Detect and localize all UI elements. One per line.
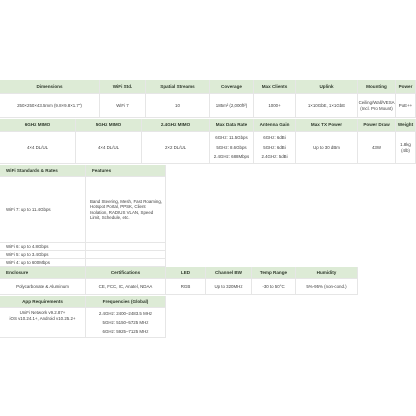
spec-header-row-5 [0, 296, 416, 308]
rate-6ghz: 6GHz: 11.5Gbps [215, 135, 248, 141]
header-power: Power [396, 80, 416, 94]
header-features: Features [86, 165, 166, 177]
freq-5ghz: 5GHz: 5150–5725 MHz [102, 319, 149, 325]
header-led: LED [166, 267, 206, 279]
header-humidity: Humidity [296, 267, 358, 279]
header-max-data-rate: Max Data Rate [210, 119, 254, 132]
value-max-data-rate [210, 132, 254, 164]
header-app-requirements: App Requirements [0, 296, 86, 308]
features-filler [86, 251, 166, 259]
gain-6ghz: 6GHz: 6dBi [263, 135, 286, 141]
header-wifi-std: WiFi Std. [100, 80, 146, 94]
freq-24ghz: 2.4GHz: 2400–2483.5 MHz [98, 310, 153, 316]
value-humidity: 5%-95% (non-cond.) [296, 279, 358, 295]
app-req-mobile: iOS v10.24.1+, Android v10.25.2+ [9, 315, 76, 321]
header-frequencies: Frequencies (Global) [86, 296, 166, 308]
spec-header-row-1 [0, 80, 416, 94]
gain-5ghz: 5GHz: 6dBi [263, 144, 286, 150]
header-temp-range: Temp Range [252, 267, 296, 279]
spec-header-row-3 [0, 165, 416, 177]
spec-value-row-2 [0, 132, 416, 164]
header-coverage: Coverage [210, 80, 254, 94]
header-enclosure: Enclosure [0, 267, 86, 279]
value-power-draw: 43W [358, 132, 396, 164]
header-uplink: Uplink [296, 80, 358, 94]
header-weight: Weight [396, 119, 416, 132]
value-temp-range: -30 to 50°C [252, 279, 296, 295]
features-filler [86, 259, 166, 267]
header-antenna-gain: Antenna Gain [254, 119, 296, 132]
header-6ghz-mimo: 6GHz MIMO [0, 119, 76, 132]
header-wifi-standards-rates: WiFi Standards & Rates [0, 165, 86, 177]
gain-24ghz: 2.4GHz: 5dBi [261, 154, 288, 160]
value-wifi6-rate: WiFi 6: up to 4.8Gbps [0, 243, 86, 251]
header-24ghz-mimo: 2.4GHz MIMO [142, 119, 210, 132]
rate-5ghz: 5GHz: 8.6Gbps [216, 144, 247, 150]
spec-value-row-5 [0, 308, 416, 338]
value-antenna-gain [254, 132, 296, 164]
value-frequencies [86, 308, 166, 338]
value-5ghz-mimo: 4×4 DL/UL [76, 132, 142, 164]
value-uplink: 1×10GbE, 1×1GbE [296, 94, 358, 118]
value-power: PoE++ [396, 94, 416, 118]
value-wifi7-rate: WiFi 7: up to 11.4Gbps [0, 177, 86, 243]
rate-24ghz: 2.4GHz: 688Mbps [213, 154, 250, 160]
header-mounting: Mounting [358, 80, 396, 94]
value-channel-bw: Up to 320MHz [206, 279, 252, 295]
value-wifi5-rate: WiFi 5: up to 3.4Gbps [0, 251, 86, 259]
header-channel-bw: Channel BW [206, 267, 252, 279]
spec-value-row-4 [0, 279, 416, 295]
spec-header-row-4 [0, 267, 416, 279]
header-dimensions: Dimensions [0, 80, 100, 94]
value-led: RGB [166, 279, 206, 295]
header-certifications: Certifications [86, 267, 166, 279]
value-max-clients: 1000+ [254, 94, 296, 118]
value-wifi4-rate: WiFi 4: up to 600Mbps [0, 259, 86, 267]
freq-6ghz: 6GHz: 5925–7125 MHz [102, 328, 149, 334]
rate-row-wifi4 [0, 259, 416, 267]
value-features: Band Steering, Mesh, Fast Roaming, Hotspot Portal, PPSK, Client Isolation, RADIUS VLAN, Speed Limit, Schedule, etc. [86, 177, 166, 243]
value-dimensions: 250×250×43.5mm (9.8×9.8×1.7") [0, 94, 100, 118]
features-filler [86, 243, 166, 251]
header-spatial-streams: Spatial Streams [146, 80, 210, 94]
rate-row-wifi6 [0, 243, 416, 251]
value-spatial-streams: 10 [146, 94, 210, 118]
spec-value-row-3 [0, 177, 416, 243]
rate-row-wifi5 [0, 251, 416, 259]
value-certifications: CE, FCC, IC, Anatel, NDAA [86, 279, 166, 295]
value-24ghz-mimo: 2×2 DL/UL [142, 132, 210, 164]
spec-value-row-1 [0, 94, 416, 118]
value-app-requirements [0, 308, 86, 338]
header-max-tx-power: Max TX Power [296, 119, 358, 132]
app-req-network: UniFi Network v9.2.87+ [19, 310, 66, 315]
value-max-tx-power: Up to 30 dBm [296, 132, 358, 164]
spec-header-row-2 [0, 119, 416, 132]
header-power-draw: Power Draw [358, 119, 396, 132]
value-coverage: 185m² (2,000ft²) [210, 94, 254, 118]
value-wifi-std: WiFi 7 [100, 94, 146, 118]
header-5ghz-mimo: 5GHz MIMO [76, 119, 142, 132]
header-max-clients: Max Clients [254, 80, 296, 94]
value-weight: 1.8kg (4lb) [396, 132, 416, 164]
value-mounting: Ceiling/Wall/VESA (Incl. Pro Mount) [358, 94, 396, 118]
value-6ghz-mimo: 4×4 DL/UL [0, 132, 76, 164]
value-enclosure: Polycarbonate & Aluminum [0, 279, 86, 295]
